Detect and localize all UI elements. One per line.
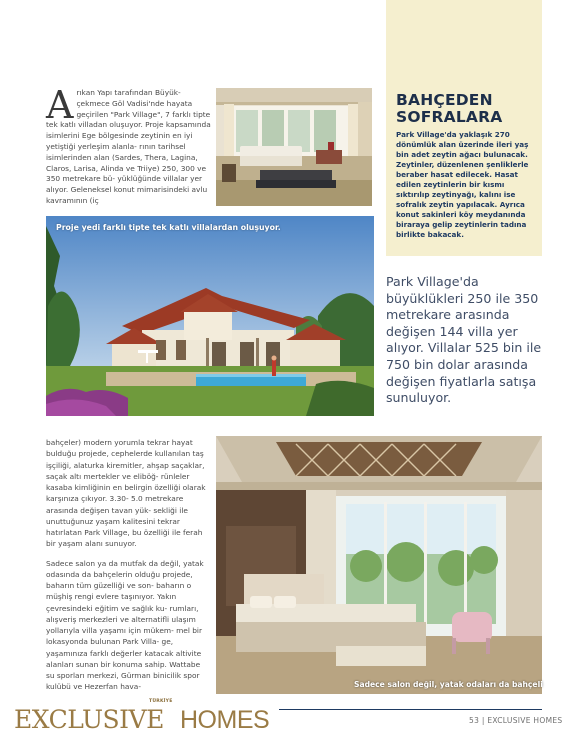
sidebar-title-line1: BAHÇEDEN (396, 91, 493, 109)
intro-paragraph (46, 83, 216, 207)
logo-exclusive: EXCLUSIVE (14, 705, 164, 734)
bedroom-photo (216, 436, 542, 694)
body-paragraph: Sadece salon ya da mutfak da değil, yatak odasında da bahçelerin olduğu projede, baharın tüm güzelliği ve son- baharın o müşhiş rengi evlere taşınıyor. Yakın çevresindeki eğitim ve sağlık ku- rumları, alışveriş merkezleri ve alternatifli ulaşım yollarıyla villa yaşamı için mükem- mel bir lokasyonda bulunan Park Villa- ge, yaşamınıza farklı değerler katacak altivite alanları sunan bir konuma sahip. Wattabe su sporları merkezi, Gürman binicilik spor kulübü ve Hezerfan hava- (46, 558, 204, 692)
bedroom-caption: Sadece salon değil, yatak odaları da bahçeli (354, 680, 543, 689)
pull-quote: Park Village'da büyüklükleri 250 ile 350 metrekare arasında değişen 144 villa yer alıyor. Villalar 525 bin ile 750 bin dolar arasında değişen fiyatlarla satışa sunuluyor. (386, 274, 542, 406)
sidebar-title (396, 92, 536, 126)
page-number: 53 | EXCLUSIVE HOMES (469, 716, 563, 725)
logo-homes: HOMES (180, 706, 270, 734)
footer-rule (279, 709, 542, 710)
body-paragraph: bahçeler) modern yorumla tekrar hayat bulduğu projede, cephelerde kullanılan taş işçiliği, alaturka kiremitler, ahşap saçaklar, saçak altı mertekler ve eliböğ- rünleler kasaba kimliğinin en belirgin özelliği olarak karşınıza çıkıyor. 3.30- 5.0 metrekare arasında değişen tavan yük- sekliği ile unuttuğunuz yaşam kalitesini tekrar hatırlatan Park Village, bu özelliği ile ferah bir yaşam alanı sunuyor. (46, 438, 206, 549)
intro-text: rıkan Yapı tarafından Büyük- çekmece Göl Vadisi'nde hayata geçirilen "Park Village", 7 farklı tipte tek katlı villadan oluşuyor. Proje kapsamında isimlerini Ege bölgesinde zeytinin en iyi yetiştiği yerleşim alanla- rının tarihsel isimlerinden alan (Sardes, Thera, Lagina, Claros, Larisa, Alinda ve Triiye) 250, 300 ve 350 metrekare bü- yüklüğünde villalar yer alıyor. Geleneksel konut mimarisindeki avlu kavramının (iç (46, 88, 211, 205)
sidebar-title-line2: SOFRALARA (396, 108, 503, 126)
drop-cap: A (46, 83, 74, 127)
villa-caption: Proje yedi farklı tipte tek katlı villalardan oluşuyor. (56, 223, 281, 232)
sidebar-body: Park Village'da yaklaşık 270 dönümlük alan üzerinde ileri yaş bin adet zeytin ağacı bulunacak. Zeytinler, düzenlenen şenliklerle beraber hasat edilecek. Hasat edilen zeytinlerin bir kısmı sıktırılıp zeytinyağı, kalını ise sofralık zeytin yapılacak. Ayrıca konut sakinleri köy meydanında biraraya gelip zeytinlerin tadına birlikte bakacak. (396, 130, 529, 239)
villa-photo (46, 216, 374, 416)
living-room-photo (216, 88, 372, 206)
body-column (46, 437, 210, 701)
logo-country: TÜRKİYE (149, 699, 173, 704)
